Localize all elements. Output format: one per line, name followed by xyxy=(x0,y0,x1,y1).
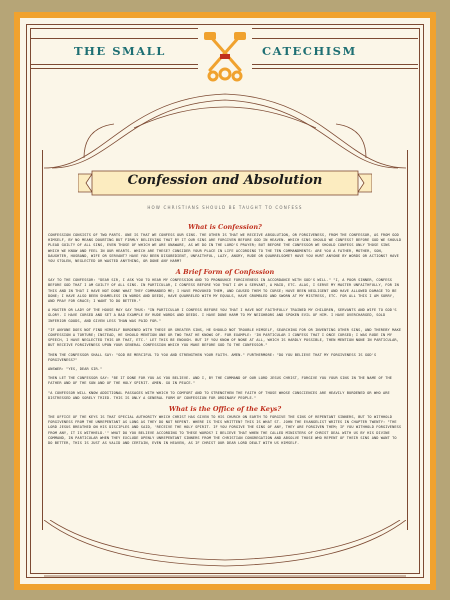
paragraph: THE OFFICE OF THE KEYS IS THAT SPECIAL AUTHORITY WHICH CHRIST HAS GIVEN TO HIS CHURCH ON EARTH TO FORGIVE THE SINS OF REPENTANT SINNERS, BUT TO WITHHOLD FORGIVENESS FROM THE UNREPENTANT AS LONG AS THEY DO NOT REPENT. WHERE IS THIS WRITTEN? THIS IS WHAT ST. JOHN THE EVANGELIST WRITES IN CHAPTER TWENTY: "THE LORD JESUS BREATHED ON HIS DISCIPLES AND SAID, 'RECEIVE THE HOLY SPIRIT. IF YOU FORGIVE THE SINS OF ANY, THEY ARE FORGIVEN THEM; IF YOU WITHHOLD FORGIVENESS FROM ANY, IT IS WITHHELD.'" WHAT DO YOU BELIEVE ACCORDING TO THESE WORDS? I BELIEVE THAT WHEN THE CALLED MINISTERS OF CHRIST DEAL WITH US BY HIS DIVINE COMMAND, IN PARTICULAR WHEN THEY EXCLUDE OPENLY UNREPENTANT SINNERS FROM THE CHRISTIAN CONGREGATION AND ABSOLVE THOSE WHO REPENT OF THEIR SINS AND WANT TO DO BETTER, THIS IS JUST AS VALID AND CERTAIN, EVEN IN HEAVEN, AS IF CHRIST OUR DEAR LORD DEALT WITH US HIMSELF. xyxy=(48,415,402,446)
arch-ornament xyxy=(44,88,406,170)
section-heading: What is Confession? xyxy=(188,223,262,231)
paragraph: SAY TO THE CONFESSOR: "DEAR SIR, I ASK YOU TO HEAR MY CONFESSION AND TO PRONOUNCE FORGIVENESS IN ACCORDANCE WITH GOD'S WILL." "I, A POOR SINNER, CONFESS BEFORE GOD THAT I AM GUILTY OF ALL SINS. IN PARTICULAR, I CONFESS BEFORE YOU THAT I AM A SERVANT, A MAID, ETC. ALAS, I SERVE MY MASTER UNFAITHFULLY, FOR IN THIS AND IN THAT I HAVE NOT DONE WHAT THEY COMMANDED ME; I HAVE PROVOKED THEM, AND CAUSED THEM TO CURSE; HAVE BEEN NEGLIGENT AND HAVE ALLOWED DAMAGE TO BE DONE; I HAVE ALSO BEEN SHAMELESS IN WORDS AND DEEDS, HAVE QUARRELED WITH MY EQUALS, HAVE GRUMBLED AND SWORN AT MY MISTRESS, ETC. FOR ALL THIS I AM SORRY, AND PRAY FOR GRACE; I WANT TO DO BETTER." xyxy=(48,278,399,304)
document-body xyxy=(48,220,402,540)
left-column-rule xyxy=(42,150,43,530)
document-subtitle: HOW CHRISTIANS SHOULD BE TAUGHT TO CONFESS xyxy=(147,205,303,210)
paragraph: "IF ANYONE DOES NOT FIND HIMSELF BURDENED WITH THESE OR GREATER SINS, HE SHOULD NOT TROUBLE HIMSELF, SEARCHING FOR OR INVENTING OTHER SINS, AND THEREBY MAKE CONFESSION A TORTURE; INSTEAD, HE SHOULD MENTION ONE OR TWO THAT HE KNOWS OF. FOR EXAMPLE: 'IN PARTICULAR I CONFESS THAT I ONCE CURSED; I WAS RUDE IN MY SPEECH, I HAVE NEGLECTED THIS OR THAT, ETC.' LET THIS BE ENOUGH. BUT IF YOU KNOW OF NONE AT ALL, WHICH IS HARDLY POSSIBLE, THEN MENTION NONE IN PARTICULAR, BUT RECEIVE FORGIVENESS UPON YOUR GENERAL CONFESSION WHICH YOU MAKE BEFORE GOD TO THE CONFESSOR." xyxy=(48,327,402,348)
right-column-rule xyxy=(407,150,408,530)
section-heading: What is the Office of the Keys? xyxy=(168,405,282,414)
paragraph: THEN THE CONFESSOR SHALL SAY: "GOD BE MERCIFUL TO YOU AND STRENGTHEN YOUR FAITH. AMEN." FURTHERMORE: "DO YOU BELIEVE THAT MY FORGIVENESS IS GOD'S FORGIVENESS?" xyxy=(48,352,377,362)
section-office-of-keys xyxy=(48,405,402,446)
header-left-words: THE SMALL xyxy=(74,44,166,58)
document-title: Confession and Absolution xyxy=(127,173,323,188)
section-brief-form xyxy=(48,268,402,401)
crossed-keys-icon xyxy=(198,28,252,86)
paragraph: "A CONFESSOR WILL KNOW ADDITIONAL PASSAGES WITH WHICH TO COMFORT AND TO STRENGTHEN THE FAITH OF THOSE WHOSE CONSCIENCES ARE HEAVILY BURDENED OR WHO ARE DISTRESSED AND SORELY TRIED. THIS IS ONLY A GENERAL FORM OF CONFESSION FOR ORDINARY PEOPLE." xyxy=(48,390,390,400)
bottom-ornament xyxy=(44,520,406,580)
paragraph: A MASTER OR LADY OF THE HOUSE MAY SAY THUS: "IN PARTICULAR I CONFESS BEFORE YOU THAT I HAVE NOT FAITHFULLY TRAINED MY CHILDREN, SERVANTS AND WIFE TO GOD'S GLORY. I HAVE CURSED AND SET A BAD EXAMPLE BY RUDE WORDS AND DEEDS. I HAVE DONE HARM TO MY NEIGHBORS AND SPOKEN EVIL OF HIM. I HAVE OVERCHARGED, SOLD INFERIOR GOODS, AND GIVEN LESS THAN WAS PAID FOR." xyxy=(48,308,397,323)
section-what-is-confession xyxy=(48,223,402,264)
paragraph: THEN LET THE CONFESSOR SAY: "BE IT DONE FOR YOU AS YOU BELIEVE. AND I, BY THE COMMAND OF OUR LORD JESUS CHRIST, FORGIVE YOU YOUR SINS IN THE NAME OF THE FATHER AND OF THE SON AND OF THE HOLY SPIRIT. AMEN. GO IN PEACE." xyxy=(48,376,393,386)
header-right-words: CATECHISM xyxy=(262,44,357,58)
paragraph: ANSWER: "YES, DEAR SIR." xyxy=(48,367,103,372)
section-heading: A Brief Form of Confession xyxy=(175,268,275,277)
paragraph: CONFESSION CONSISTS OF TWO PARTS. ONE IS THAT WE CONFESS OUR SINS. THE OTHER IS THAT WE RECEIVE ABSOLUTION, OR FORGIVENESS, FROM THE CONFESSOR, AS FROM GOD HIMSELF, BY NO MEANS DOUBTING BUT FIRMLY BELIEVING THAT BY IT OUR SINS ARE FORGIVEN BEFORE GOD IN HEAVEN. WHICH SINS SHOULD WE CONFESS? BEFORE GOD WE SHOULD PLEAD GUILTY OF ALL SINS, EVEN THOSE OF WHICH WE ARE UNAWARE, AS WE DO IN THE LORD'S PRAYER; BUT BEFORE THE CONFESSOR WE SHOULD CONFESS ONLY THOSE SINS WHICH WE KNOW AND FEEL IN OUR HEARTS. WHICH ARE THESE? CONSIDER YOUR PLACE IN LIFE ACCORDING TO THE TEN COMMANDMENTS: ARE YOU A FATHER, MOTHER, SON, DAUGHTER, HUSBAND, WIFE OR SERVANT? HAVE YOU BEEN DISOBEDIENT, UNFAITHFUL, LAZY, ANGRY, RUDE OR QUARRELSOME? HAVE YOU HURT ANYONE BY WORDS OR ACTIONS? HAVE YOU STOLEN, NEGLECTED OR WASTED ANYTHING, OR DONE ANY HARM? xyxy=(48,233,402,264)
